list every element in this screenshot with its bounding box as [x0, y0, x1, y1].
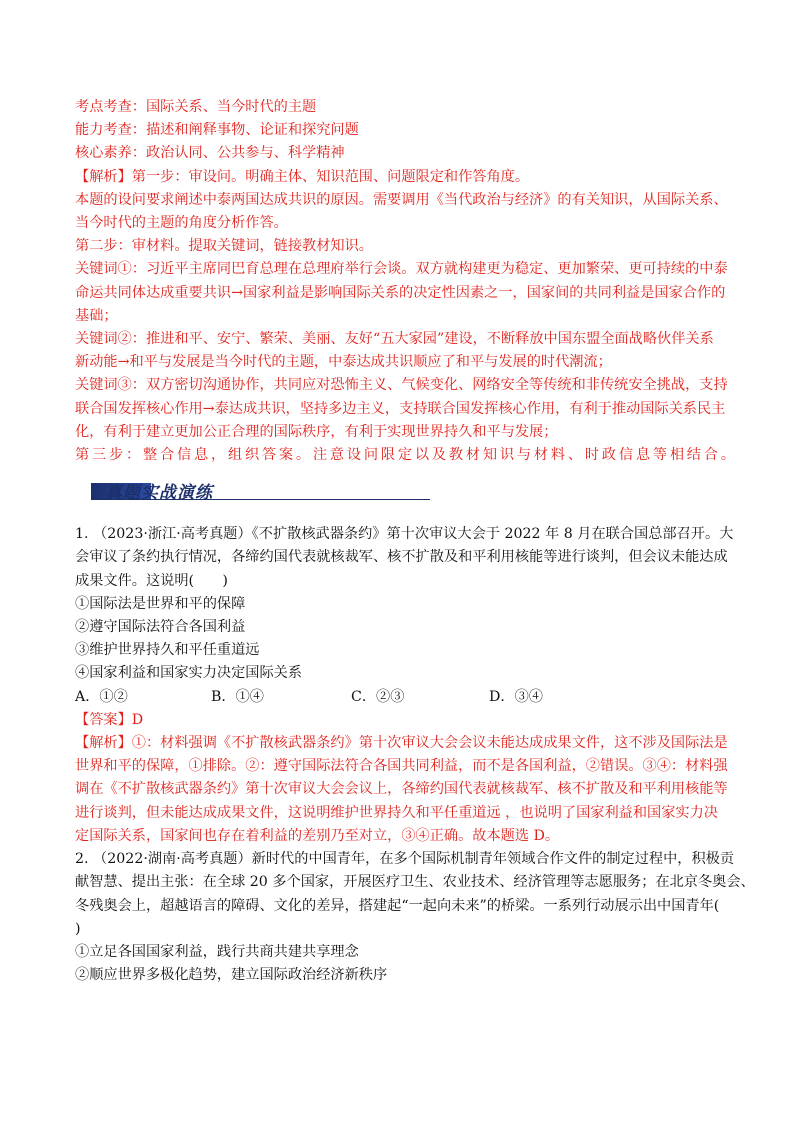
text-line: 关键词①：习近平主席同巴育总理在总理府举行会谈。双方就构建更为稳定、更加繁荣、更可持续的中泰 — [75, 261, 728, 278]
option-c: C．②③ — [351, 688, 405, 705]
analysis-line: 定国际关系，国家间也存在着利益的差别乃至对立，③④正确。故本题选 D。 — [75, 827, 560, 844]
text-line: 当今时代的主题的角度分析作答。 — [75, 215, 288, 232]
question-item: ①立足各国国家利益，践行共商共建共享理念 — [75, 943, 359, 960]
text-line: 关键词②：推进和平、安宁、繁荣、美丽、友好“五大家园”建设，不断释放中国东盟全面战略伙伴关系 — [75, 331, 714, 348]
text-line: 第二步：审材料。提取关键词，链接教材知识。 — [75, 238, 373, 255]
text-line: 考点考查：国际关系、当今时代的主题 — [75, 99, 317, 115]
question-item: ②顺应世界多极化趋势，建立国际政治经济新秩序 — [75, 967, 388, 984]
text-line: 【解析】第一步：审设问。明确主体、知识范围、问题限定和作答角度。 — [75, 168, 530, 185]
question-1-analysis — [75, 732, 735, 848]
analysis-line: 进行谈判，但未能达成成果文件，这说明维护世界持久和平任重道远 ，也说明了国家利益和国家实力决 — [75, 804, 718, 821]
question-stem-line: 会审议了条约执行情况，各缔约国代表就核裁军、核不扩散及和平利用核能等进行谈判，但会议未能达成 — [75, 549, 728, 566]
question-stem-line: ) — [75, 920, 81, 937]
text-line: 基础； — [75, 307, 118, 324]
document-page — [75, 96, 755, 987]
answer-line — [75, 709, 735, 732]
question-stem-line: 成果文件。这说明( ) — [75, 572, 228, 589]
text-line: 第三步：整合信息，组织答案。注意设问限定以及教材知识与材料、时政信息等相结合。 — [75, 447, 735, 464]
text-line: 联合国发挥核心作用→泰达成共识，坚持多边主义，支持联合国发挥核心作用，有利于推动国际关系民主 — [75, 400, 726, 417]
question-stem-line: 1. （2023·浙江·高考真题）《不扩散核武器条约》第十次审议大会于 2022 年 8 月在联合国总部召开。大 — [75, 526, 734, 543]
analysis-block — [75, 96, 735, 467]
analysis-line: 调在《不扩散核武器条约》第十次审议大会会议上，各缔约国代表就核裁军、核不扩散及和平利用核能等 — [75, 781, 728, 798]
answer-label: 【答案】 — [75, 711, 132, 728]
text-line: 化，有利于建立更加公正合理的国际秩序，有利于实现世界持久和平与发展； — [75, 423, 558, 440]
answer-value: D — [131, 711, 144, 728]
question-stem-line: 冬残奥会上，超越语言的障碍、文化的差异，搭建起“一起向未来”的桥梁。一系列行动展示出中国青年( — [75, 897, 720, 914]
question-2 — [75, 848, 755, 987]
section-header — [75, 475, 735, 503]
question-item: ①国际法是世界和平的保障 — [75, 595, 246, 612]
text-line: 命运共同体达成重要共识→国家利益是影响国际关系的决定性因素之一，国家间的共同利益是国家合作的 — [75, 284, 726, 301]
question-1 — [75, 523, 735, 848]
question-item: ②遵守国际法符合各国利益 — [75, 619, 246, 636]
text-line: 能力考查：描述和阐释事物、论证和探究问题 — [75, 122, 359, 139]
option-d: D．③④ — [489, 688, 543, 705]
question-stem-line: 献智慧、提出主张：在全球 20 多个国家，开展医疗卫生、农业技术、经济管理等志愿服务；在北京冬奥会、 — [75, 874, 755, 891]
section-title: 真题实战演练 — [105, 483, 213, 504]
text-line: 关键词③：双方密切沟通协作，共同应对恐怖主义、气候变化、网络安全等传统和非传统安全挑战，支持 — [75, 377, 728, 394]
question-item: ④国家利益和国家实力决定国际关系 — [75, 665, 303, 682]
text-line: 本题的设问要求阐述中泰两国达成共识的原因。需要调用《当代政治与经济》的有关知识，从国际关系、 — [75, 191, 728, 208]
text-line: 核心素养：政治认同、公共参与、科学精神 — [75, 145, 345, 162]
text-line: 新动能→和平与发展是当今时代的主题，中泰达成共识顺应了和平与发展的时代潮流； — [75, 354, 612, 371]
question-stem-line: 2. （2022·湖南·高考真题）新时代的中国青年，在多个国际机制青年领域合作文件的制定过程中，积极贡 — [75, 851, 735, 868]
option-b: B．①④ — [211, 688, 264, 705]
option-a: A．①② — [75, 688, 128, 705]
analysis-line: 世界和平的保障，①排除。②：遵守国际法符合各国共同利益，而不是各国利益，②错误。③④：材料强 — [75, 758, 728, 775]
question-item: ③维护世界持久和平任重道远 — [75, 642, 260, 659]
answer-options — [75, 686, 735, 709]
analysis-line: 【解析】①：材料强调《不扩散核武器条约》第十次审议大会会议未能达成成果文件，这不涉及国际法是 — [75, 735, 728, 752]
